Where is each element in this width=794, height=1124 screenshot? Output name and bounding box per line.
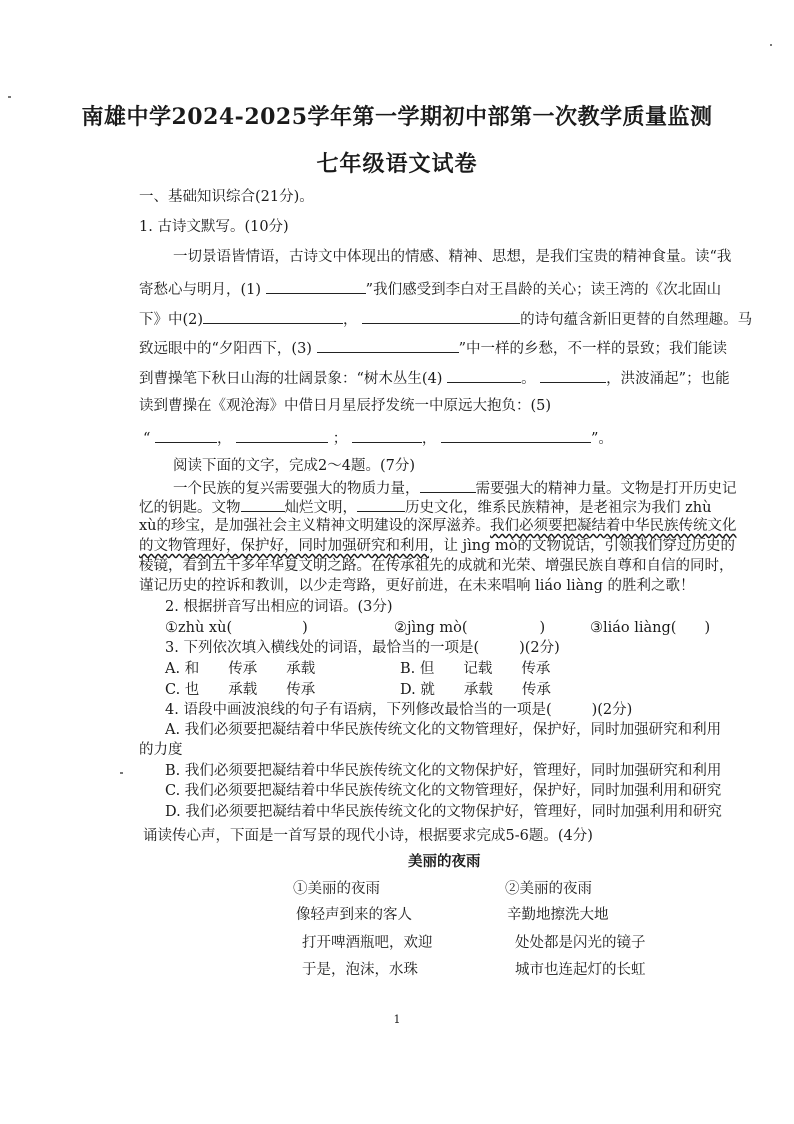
answer-blank[interactable] (352, 428, 422, 443)
q1-line (139, 279, 721, 299)
q3-text: 3. 下列依次填入横线处的词语，最恰当的一项是( (165, 640, 480, 656)
poem-line: ②美丽的夜雨 (505, 881, 592, 897)
q1-text: ， (343, 312, 358, 328)
reading-text: 灿烂文明， (284, 500, 357, 516)
paren-close: ) (704, 620, 711, 636)
q2-option-2: ②jìng mò( (394, 620, 468, 636)
q4-option-c: C. 我们必须要把凝结着中华民族传统文化的文物管理好，保护好，同时加强利用和研究 (165, 783, 722, 799)
poem-line: 打开啤酒瓶吧，欢迎 (302, 935, 433, 951)
poem-line: 辛勤地擦洗大地 (507, 907, 609, 923)
reading-line (139, 537, 735, 555)
answer-blank[interactable] (266, 279, 366, 294)
q1-text: ”。 (590, 431, 613, 447)
q4-text: )(2分) (591, 702, 633, 718)
q1-line: 读到曹操在《观沧海》中借日月星辰抒发统一中原远大抱负：(5) (139, 398, 552, 414)
reading-line: 棱镜，看到五千多年华夏文明之路。在传承祖先的成就和光荣、增强民族自尊和自信的同时， (139, 558, 734, 574)
q3-option-a: A. 和 传承 承载 (165, 661, 316, 677)
q4-option-a: A. 我们必须要把凝结着中华民族传统文化的文物管理好，保护好，同时加强研究和利用 (165, 722, 722, 738)
poem-intro: 诵读传心声，下面是一首写景的现代小诗，根据要求完成5-6题。(4分) (143, 828, 593, 844)
q2-options (394, 619, 545, 637)
q1-text: 寄愁心与明月，(1) (139, 282, 262, 298)
exam-subtitle: 七年级语文试卷 (316, 151, 478, 177)
section-heading: 一、基础知识综合(21分)。 (139, 189, 314, 205)
paren-close: ) (302, 620, 308, 636)
paren-close: ) (539, 620, 546, 636)
poem-line: 处处都是闪光的镜子 (515, 935, 646, 951)
q1-line (139, 368, 730, 388)
reading-text: 忆的钥匙。文物 (139, 500, 241, 516)
q1-text: ； (332, 431, 348, 447)
poem-line: 像轻声到来的客人 (296, 907, 412, 923)
q1-line: 一切景语皆情语，古诗文中体现出的情感、精神、思想，是我们宝贵的精神食量。读“我 (173, 249, 732, 265)
q4-option-b: B. 我们必须要把凝结着中华民族传统文化的文物保护好，管理好，同时加强研究和利用 (165, 763, 722, 779)
q4-option-a-cont: 的力度 (139, 742, 183, 758)
reading-line: 谨记历史的控诉和教训，以少走弯路，更好前进，在未来唱响 liáo liàng 的胜利之歌！ (139, 578, 695, 594)
reading-line (139, 517, 737, 535)
q1-text: 致远眼中的“夕阳西下，(3) (139, 341, 312, 357)
q1-line (139, 338, 727, 358)
reading-intro: 阅读下面的文字，完成2～4题。(7分) (173, 458, 415, 474)
q3-option-b: B. 但 记载 传承 (400, 661, 551, 677)
answer-blank[interactable] (420, 478, 476, 493)
reading-text: ，让 jìng mò的文物说话，引领我们穿过历史的 (429, 538, 735, 554)
answer-blank[interactable] (357, 497, 405, 512)
q4-text: 4. 语段中画波浪线的句子有语病，下列修改最恰当的一项是( (165, 702, 552, 718)
reading-line (173, 478, 737, 498)
q2-options (165, 619, 308, 637)
q4-option-d: D. 我们必须要把凝结着中华民族传统文化的文物保护好，管理好，同时加强利用和研究 (165, 804, 722, 820)
reading-text: 需要强大的精神力量。文物是打开历史记 (475, 481, 737, 497)
answer-blank[interactable] (155, 428, 217, 443)
poem-line: ①美丽的夜雨 (293, 881, 380, 897)
scan-speck (120, 772, 123, 774)
answer-blank[interactable] (317, 338, 459, 353)
wavy-underlined-sentence: 我们必须要把凝结着中华民族传统文化 (490, 518, 737, 534)
answer-blank[interactable] (441, 428, 591, 443)
answer-blank[interactable] (203, 309, 343, 324)
q1-text: ， (421, 431, 437, 447)
q1-text: 。 (521, 371, 536, 387)
q1-text: ， (217, 431, 232, 447)
answer-blank[interactable] (447, 368, 521, 383)
q1-text: ，洪波涌起”；也能 (606, 371, 730, 387)
exam-title: 南雄中学2024-2025学年第一学期初中部第一次教学质量监测 (81, 104, 713, 130)
answer-blank[interactable] (236, 428, 328, 443)
question-3 (165, 639, 560, 657)
q1-text: 的诗句蕴含新旧更替的自然理趣。马 (520, 312, 753, 328)
reading-text: 历史文化，维系民族精神，是老祖宗为我们 zhù (405, 500, 712, 516)
q1-text: ”我们感受到李白对王昌龄的关心；读王湾的《次北固山 (365, 282, 722, 298)
reading-text: 一个民族的复兴需要强大的物质力量， (173, 481, 420, 497)
q3-option-d: D. 就 承载 传承 (400, 682, 551, 698)
scan-speck (770, 44, 772, 46)
q1-text: 下》中(2) (139, 312, 204, 328)
q1-text: ”中一样的乡愁，不一样的景致；我们能读 (458, 341, 727, 357)
reading-text: xù的珍宝，是加强社会主义精神文明建设的深厚滋养。 (139, 518, 491, 534)
page-number: 1 (393, 1013, 401, 1026)
q1-line (143, 428, 613, 448)
poem-line: 于是，泡沫，水珠 (302, 962, 418, 978)
q1-text: “ (143, 431, 151, 447)
answer-blank[interactable] (540, 368, 606, 383)
q1-line (139, 309, 752, 329)
question-1-heading: 1. 古诗文默写。(10分) (139, 219, 289, 235)
q1-text: 到曹操笔下秋日山海的壮阔景象：“树木丛生(4) (139, 371, 443, 387)
poem-line: 城市也连起灯的长虹 (515, 962, 646, 978)
poem-title: 美丽的夜雨 (408, 853, 481, 870)
scan-speck (8, 96, 11, 98)
wavy-underlined-sentence: 的文物管理好，保护好，同时加强研究和利用 (139, 538, 429, 554)
q2-option-1: ①zhù xù( (165, 620, 233, 636)
answer-blank[interactable] (241, 497, 285, 512)
q3-option-c: C. 也 承载 传承 (165, 682, 316, 698)
reading-line (139, 497, 711, 517)
answer-blank[interactable] (362, 309, 520, 324)
question-2: 2. 根据拼音写出相应的词语。(3分) (165, 599, 393, 615)
q2-option-3: ③liáo liàng( (590, 620, 677, 636)
q2-options (590, 619, 710, 637)
q3-text: )(2分) (519, 640, 560, 656)
question-4 (165, 701, 632, 719)
